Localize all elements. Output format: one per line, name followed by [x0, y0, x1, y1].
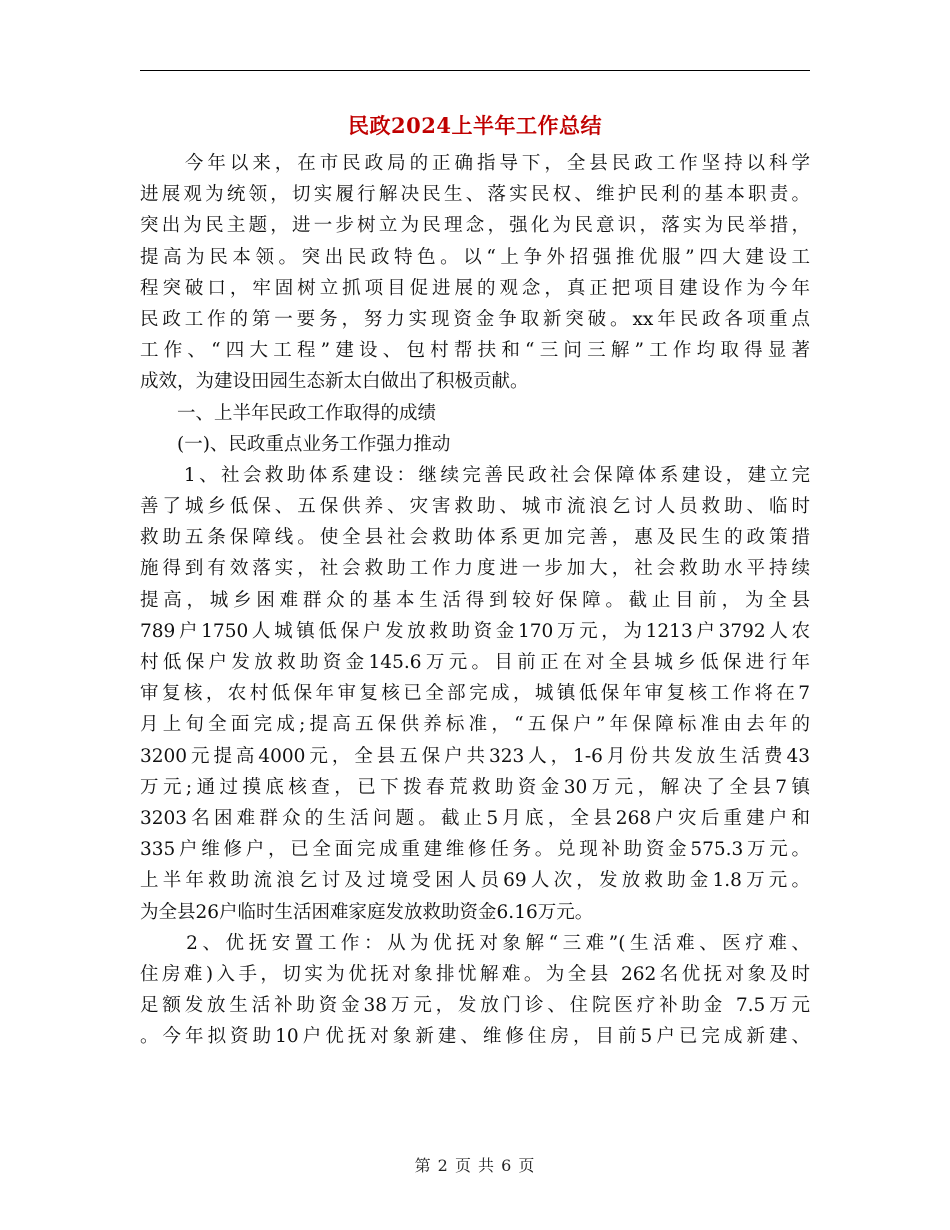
text-line: 2、优抚安置工作：从为优抚对象解“三难”(生活难、医疗难、	[140, 932, 810, 954]
text-line: 上半年救助流浪乞讨及过境受困人员69人次，发放救助金1.8万元。	[140, 870, 810, 892]
text-line: 提高，城乡困难群众的基本生活得到较好保障。截止目前，为全县	[140, 589, 810, 611]
text-line: 万元;通过摸底核查，已下拨春荒救助资金30万元，解决了全县7镇	[140, 776, 810, 798]
text-line: 一、上半年民政工作取得的成绩	[140, 402, 437, 424]
page-footer: 第 2 页 共 6 页	[414, 1156, 536, 1175]
text-line: 住房难)入手，切实为优抚对象排忧解难。为全县 262名优抚对象及时	[140, 963, 810, 985]
text-line: 救助五条保障线。使全县社会救助体系更加完善，惠及民生的政策措	[140, 527, 810, 549]
text-line: 月上旬全面完成;提高五保供养标准，“五保户”年保障标准由去年的	[140, 714, 810, 736]
text-line: 村低保户发放救助资金145.6万元。目前正在对全县城乡低保进行年	[140, 652, 810, 673]
document-title: 民政2024上半年工作总结	[348, 113, 602, 138]
text-line: 进展观为统领，切实履行解决民生、落实民权、维护民利的基本职责。	[140, 184, 810, 206]
text-line: 为全县26户临时生活困难家庭发放救助资金6.16万元。	[140, 901, 594, 923]
text-line: 足额发放生活补助资金38万元，发放门诊、住院医疗补助金 7.5万元	[140, 995, 810, 1017]
text-line: 成效，为建设田园生态新太白做出了积极贡献。	[140, 371, 529, 393]
text-line: 3203名困难群众的生活问题。截止5月底，全县268户灾后重建户和	[140, 807, 810, 829]
text-line: 提高为民本领。突出民政特色。以“上争外招强推优服”四大建设工	[140, 246, 810, 268]
text-line: (一)、民政重点业务工作强力推动	[140, 433, 451, 455]
text-line: 审复核，农村低保年审复核已全部完成，城镇低保年审复核工作将在7	[140, 683, 810, 705]
text-line: 施得到有效落实，社会救助工作力度进一步加大，社会救助水平持续	[140, 558, 810, 580]
text-line: 善了城乡低保、五保供养、灾害救助、城市流浪乞讨人员救助、临时	[140, 496, 810, 518]
document-body	[140, 148, 810, 1052]
text-line: 3200元提高4000元，全县五保户共323人，1-6月份共发放生活费43	[140, 745, 810, 767]
text-line: 1、社会救助体系建设：继续完善民政社会保障体系建设，建立完	[140, 464, 810, 486]
text-line: 程突破口，牢固树立抓项目促进展的观念，真正把项目建设作为今年	[140, 277, 810, 299]
text-line: 789户1750人城镇低保户发放救助资金170万元，为1213户3792人农	[140, 620, 810, 642]
text-line: 今年以来，在市民政局的正确指导下，全县民政工作坚持以科学	[140, 153, 810, 174]
text-line: 突出为民主题，进一步树立为民理念，强化为民意识，落实为民举措，	[140, 215, 810, 237]
text-line: 工作、“四大工程”建设、包村帮扶和“三问三解”工作均取得显著	[140, 340, 810, 362]
text-line: 335户维修户，已全面完成重建维修任务。兑现补助资金575.3万元。	[140, 839, 810, 861]
text-line: 民政工作的第一要务，努力实现资金争取新突破。xx年民政各项重点	[140, 308, 810, 330]
header-rule	[140, 70, 810, 71]
text-line: 。今年拟资助10户优抚对象新建、维修住房，目前5户已完成新建、	[140, 1026, 810, 1048]
